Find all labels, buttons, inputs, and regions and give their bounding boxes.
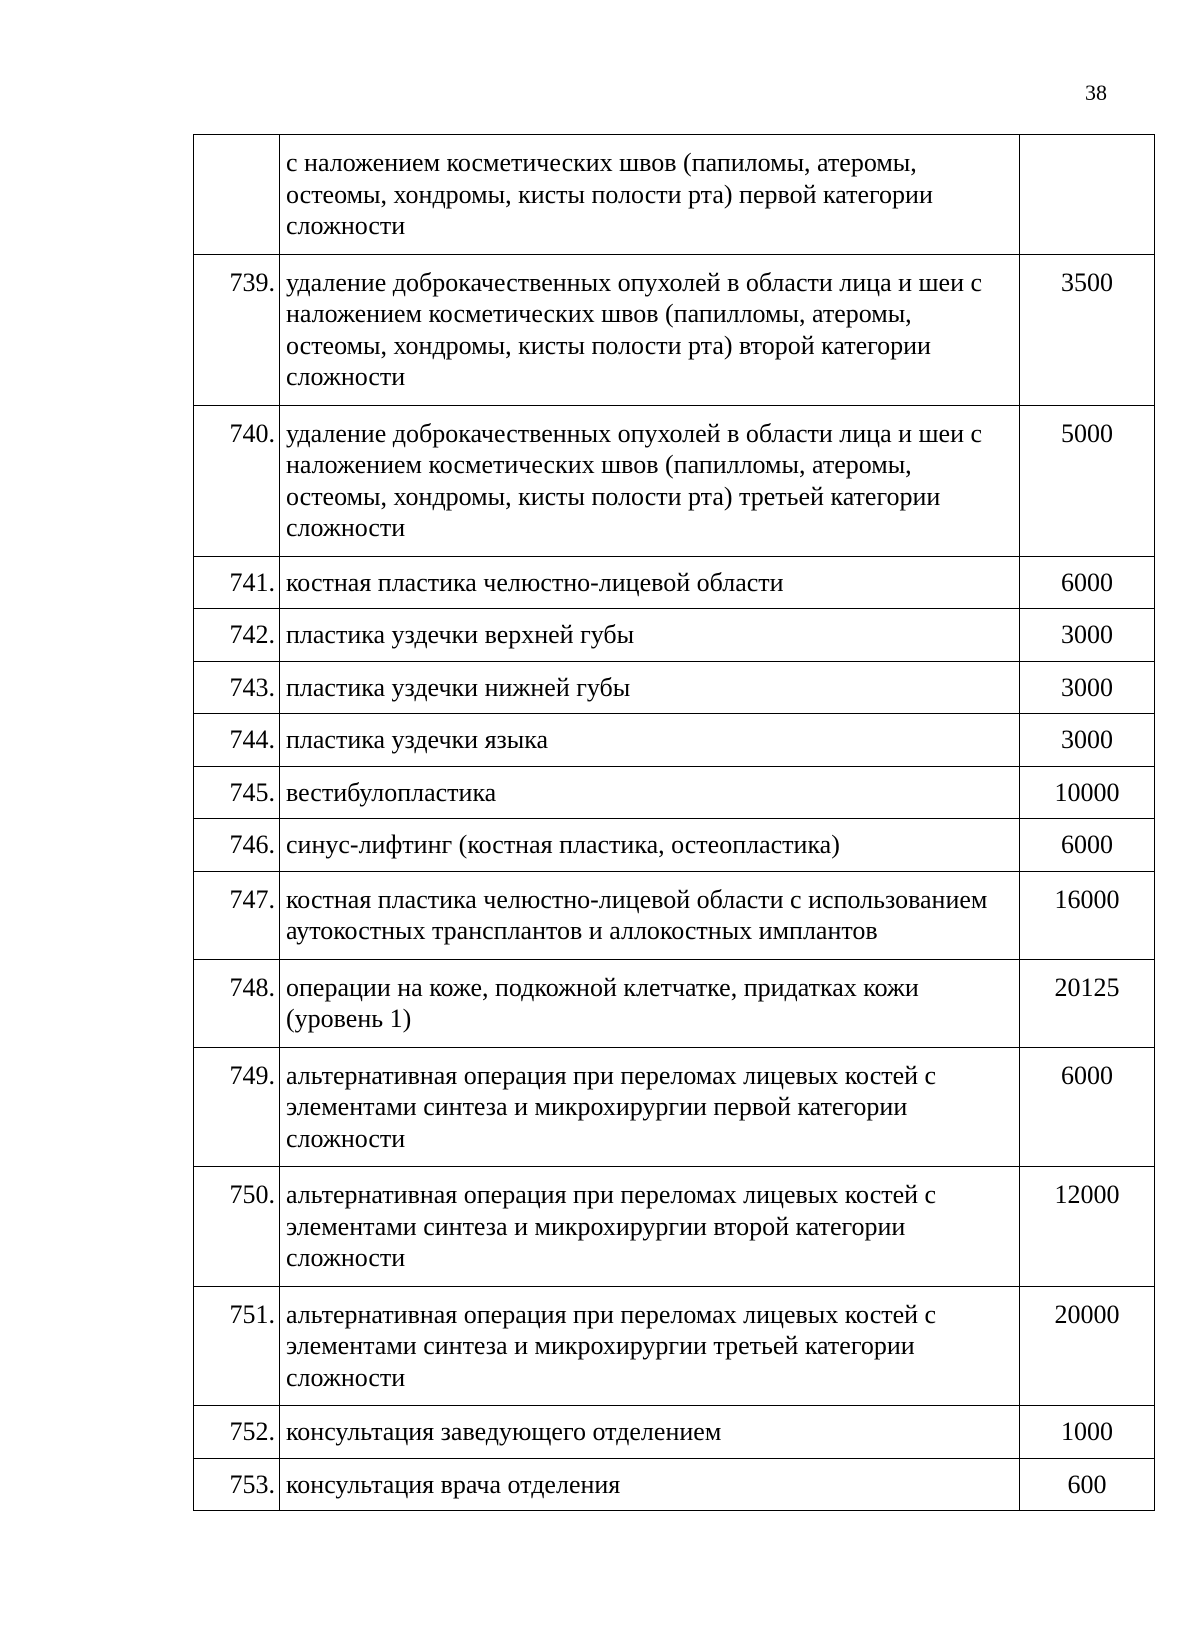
service-name: операции на коже, подкожной клетчатке, придатках кожи (уровень 1) <box>280 959 1020 1047</box>
table-row <box>194 1047 1155 1167</box>
service-price: 6000 <box>1020 1047 1155 1167</box>
table-row <box>194 1167 1155 1287</box>
row-number: 753. <box>194 1458 280 1511</box>
row-number: 741. <box>194 556 280 609</box>
row-number: 739. <box>194 254 280 405</box>
service-name: костная пластика челюстно-лицевой области с использованием аутокостных трансплантов и аллокостных имплантов <box>280 871 1020 959</box>
service-name: удаление доброкачественных опухолей в области лица и шеи с наложением косметических швов (папилломы, атеромы, остеомы, хондромы, кисты полости рта) третьей категории сложности <box>280 405 1020 556</box>
table-row <box>194 405 1155 556</box>
table-row <box>194 556 1155 609</box>
service-price: 12000 <box>1020 1167 1155 1287</box>
service-name: костная пластика челюстно-лицевой области <box>280 556 1020 609</box>
service-name: синус-лифтинг (костная пластика, остеопластика) <box>280 819 1020 872</box>
service-price: 600 <box>1020 1458 1155 1511</box>
table-row <box>194 871 1155 959</box>
table-row <box>194 714 1155 767</box>
service-name: консультация врача отделения <box>280 1458 1020 1511</box>
service-name: альтернативная операция при переломах лицевых костей с элементами синтеза и микрохирургии первой категории сложности <box>280 1047 1020 1167</box>
service-name: вестибулопластика <box>280 766 1020 819</box>
row-number: 744. <box>194 714 280 767</box>
service-name: консультация заведующего отделением <box>280 1406 1020 1459</box>
table-row <box>194 819 1155 872</box>
table-row <box>194 1458 1155 1511</box>
service-price <box>1020 135 1155 255</box>
row-number: 747. <box>194 871 280 959</box>
row-number: 752. <box>194 1406 280 1459</box>
service-name: с наложением косметических швов (папиломы, атеромы, остеомы, хондромы, кисты полости рта) первой категории сложности <box>280 135 1020 255</box>
service-name: пластика уздечки нижней губы <box>280 661 1020 714</box>
service-price: 16000 <box>1020 871 1155 959</box>
service-price: 5000 <box>1020 405 1155 556</box>
service-price: 20000 <box>1020 1286 1155 1406</box>
table-row <box>194 661 1155 714</box>
row-number: 740. <box>194 405 280 556</box>
table-row <box>194 959 1155 1047</box>
service-price: 6000 <box>1020 556 1155 609</box>
table-row <box>194 254 1155 405</box>
service-name: пластика уздечки языка <box>280 714 1020 767</box>
service-price: 3000 <box>1020 609 1155 662</box>
row-number: 746. <box>194 819 280 872</box>
service-name: удаление доброкачественных опухолей в области лица и шеи с наложением косметических швов (папилломы, атеромы, остеомы, хондромы, кисты полости рта) второй категории сложности <box>280 254 1020 405</box>
row-number: 745. <box>194 766 280 819</box>
service-price: 1000 <box>1020 1406 1155 1459</box>
price-list-table <box>193 134 1155 1511</box>
service-price: 3000 <box>1020 661 1155 714</box>
service-price: 20125 <box>1020 959 1155 1047</box>
table-row <box>194 1286 1155 1406</box>
row-number: 742. <box>194 609 280 662</box>
page-number: 38 <box>1085 80 1107 105</box>
row-number: 751. <box>194 1286 280 1406</box>
service-price: 6000 <box>1020 819 1155 872</box>
service-price: 3500 <box>1020 254 1155 405</box>
service-name: альтернативная операция при переломах лицевых костей с элементами синтеза и микрохирургии третьей категории сложности <box>280 1286 1020 1406</box>
row-number <box>194 135 280 255</box>
table-row <box>194 135 1155 255</box>
table-row <box>194 766 1155 819</box>
service-price: 10000 <box>1020 766 1155 819</box>
row-number: 749. <box>194 1047 280 1167</box>
service-name: альтернативная операция при переломах лицевых костей с элементами синтеза и микрохирургии второй категории сложности <box>280 1167 1020 1287</box>
row-number: 743. <box>194 661 280 714</box>
service-name: пластика уздечки верхней губы <box>280 609 1020 662</box>
table-row <box>194 1406 1155 1459</box>
row-number: 748. <box>194 959 280 1047</box>
table-row <box>194 609 1155 662</box>
row-number: 750. <box>194 1167 280 1287</box>
service-price: 3000 <box>1020 714 1155 767</box>
